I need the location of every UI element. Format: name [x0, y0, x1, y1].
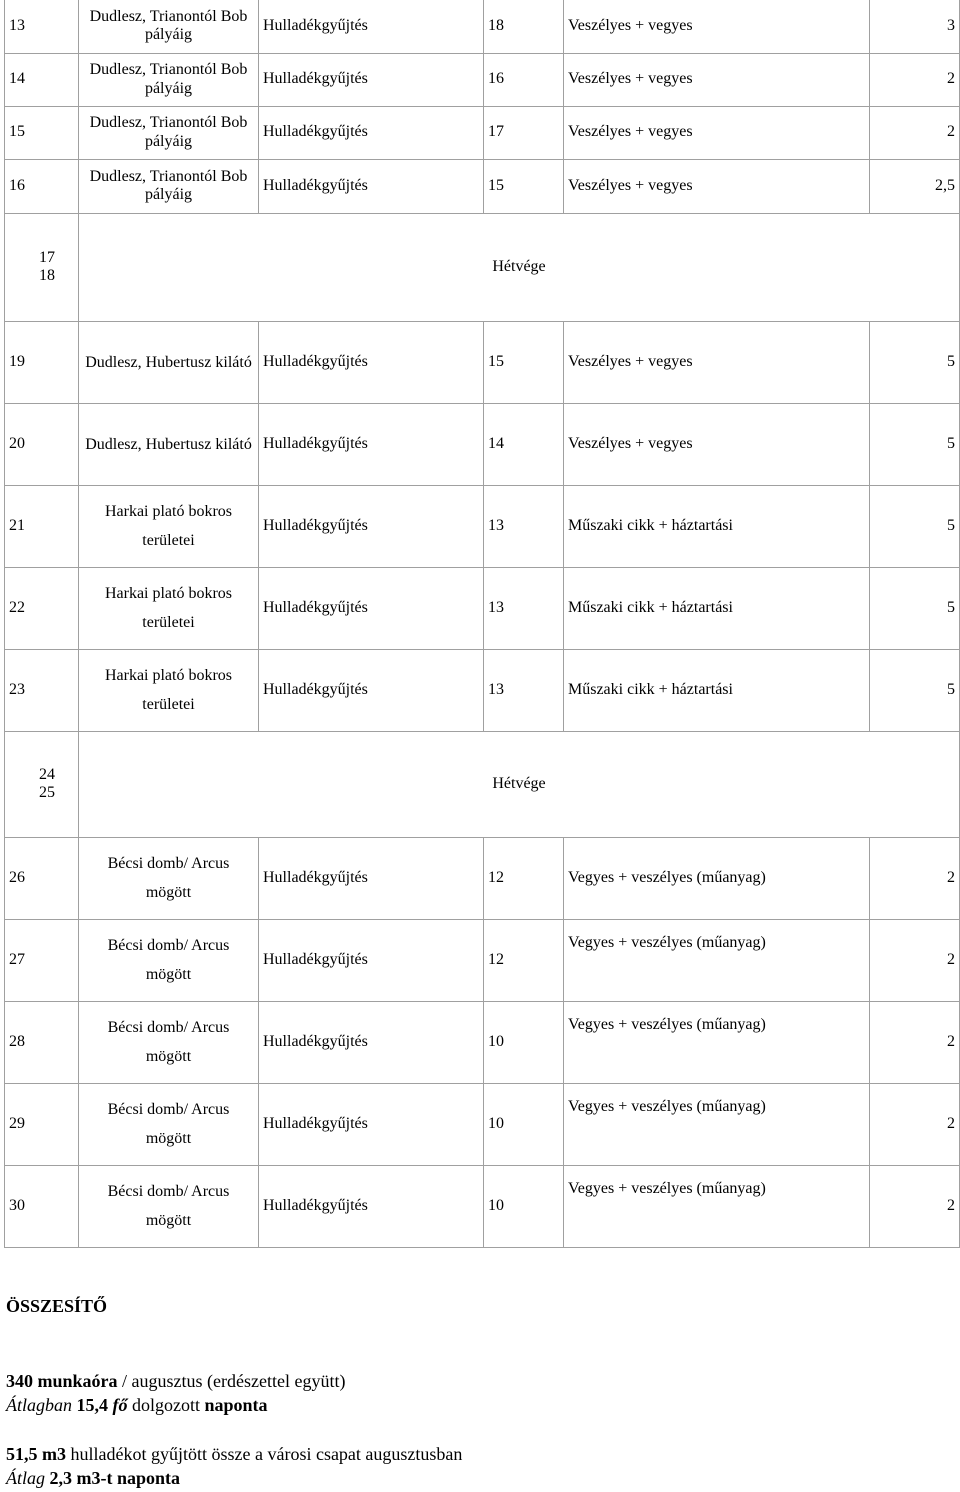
day-cell: 22	[5, 567, 79, 649]
location-cell: Dudlesz, Trianontól Bob pályáig	[79, 106, 259, 159]
table-row	[5, 1165, 960, 1247]
activity-cell: Hulladékgyűjtés	[259, 485, 484, 567]
weekend-label: Hétvége	[79, 213, 960, 321]
table-row	[5, 321, 960, 403]
day-cell: 16	[5, 159, 79, 213]
table-row	[5, 485, 960, 567]
day-cell: 21	[5, 485, 79, 567]
activity-cell: Hulladékgyűjtés	[259, 919, 484, 1001]
people-count-cell: 13	[484, 485, 564, 567]
table-row	[5, 1001, 960, 1083]
work-log-table	[4, 0, 960, 1248]
volume-cell: 2	[870, 53, 960, 106]
location-cell: Bécsi domb/ Arcus mögött	[79, 1001, 259, 1083]
activity-cell: Hulladékgyűjtés	[259, 321, 484, 403]
summary-average-text: dolgozott	[127, 1395, 205, 1415]
activity-cell: Hulladékgyűjtés	[259, 0, 484, 53]
location-cell: Harkai plató bokros területei	[79, 485, 259, 567]
day-cell: 20	[5, 403, 79, 485]
activity-cell: Hulladékgyűjtés	[259, 567, 484, 649]
people-count-cell: 16	[484, 53, 564, 106]
summary-average-label: Átlagban	[6, 1395, 72, 1415]
day-cell: 14	[5, 53, 79, 106]
location-cell: Dudlesz, Trianontól Bob pályáig	[79, 159, 259, 213]
summary-daily-average-line	[6, 1466, 180, 1490]
volume-cell: 2	[870, 106, 960, 159]
volume-cell: 5	[870, 403, 960, 485]
waste-type-cell: Vegyes + veszélyes (műanyag)	[564, 837, 870, 919]
people-count-cell: 13	[484, 567, 564, 649]
table-row	[5, 567, 960, 649]
day-cell: 23	[5, 649, 79, 731]
people-count-cell: 12	[484, 919, 564, 1001]
activity-cell: Hulladékgyűjtés	[259, 1165, 484, 1247]
table-row	[5, 106, 960, 159]
activity-cell: Hulladékgyűjtés	[259, 1083, 484, 1165]
day-cell: 30	[5, 1165, 79, 1247]
volume-cell: 5	[870, 485, 960, 567]
location-cell: Dudlesz, Trianontól Bob pályáig	[79, 0, 259, 53]
volume-cell: 2,5	[870, 159, 960, 213]
activity-cell: Hulladékgyűjtés	[259, 837, 484, 919]
location-cell: Bécsi domb/ Arcus mögött	[79, 919, 259, 1001]
table-row	[5, 53, 960, 106]
volume-cell: 5	[870, 649, 960, 731]
waste-type-cell: Veszélyes + vegyes	[564, 106, 870, 159]
weekend-label: Hétvége	[79, 731, 960, 837]
activity-cell: Hulladékgyűjtés	[259, 649, 484, 731]
activity-cell: Hulladékgyűjtés	[259, 403, 484, 485]
volume-cell: 2	[870, 1165, 960, 1247]
summary-volume-text: hulladékot gyűjtött össze a városi csapat augusztusban	[66, 1444, 463, 1464]
day-cell: 28	[5, 1001, 79, 1083]
table-row	[5, 403, 960, 485]
waste-type-cell: Veszélyes + vegyes	[564, 403, 870, 485]
day-number: 24	[39, 765, 55, 783]
location-cell: Bécsi domb/ Arcus mögött	[79, 1165, 259, 1247]
waste-type-cell: Vegyes + veszélyes (műanyag)	[564, 1001, 870, 1083]
location-cell: Harkai plató bokros területei	[79, 567, 259, 649]
table-row	[5, 919, 960, 1001]
summary-average-people-line	[6, 1393, 268, 1417]
location-cell: Bécsi domb/ Arcus mögött	[79, 837, 259, 919]
location-cell: Dudlesz, Hubertusz kilátó	[79, 321, 259, 403]
summary-daily-label: Átlag	[6, 1468, 45, 1488]
waste-type-cell: Veszélyes + vegyes	[564, 159, 870, 213]
day-number: 25	[39, 784, 55, 801]
waste-type-cell: Veszélyes + vegyes	[564, 321, 870, 403]
waste-type-cell: Vegyes + veszélyes (műanyag)	[564, 1083, 870, 1165]
waste-type-cell: Műszaki cikk + háztartási	[564, 649, 870, 731]
volume-cell: 5	[870, 321, 960, 403]
location-cell: Dudlesz, Hubertusz kilátó	[79, 403, 259, 485]
people-count-cell: 13	[484, 649, 564, 731]
people-count-cell: 15	[484, 321, 564, 403]
people-count-cell: 15	[484, 159, 564, 213]
summary-volume: 51,5 m3	[6, 1444, 66, 1464]
summary-average-value: 15,4	[72, 1395, 113, 1415]
table-row	[5, 837, 960, 919]
activity-cell: Hulladékgyűjtés	[259, 159, 484, 213]
summary-volume-line	[6, 1442, 462, 1466]
table-row	[5, 159, 960, 213]
volume-cell: 2	[870, 919, 960, 1001]
summary-hours-line	[6, 1369, 345, 1393]
day-cell	[5, 213, 79, 321]
people-count-cell: 12	[484, 837, 564, 919]
day-number: 17	[39, 248, 55, 266]
summary-average-tail: naponta	[204, 1395, 268, 1415]
waste-type-cell: Vegyes + veszélyes (műanyag)	[564, 1165, 870, 1247]
table-row	[5, 0, 960, 53]
day-cell: 27	[5, 919, 79, 1001]
people-count-cell: 10	[484, 1165, 564, 1247]
day-number: 18	[39, 267, 55, 284]
activity-cell: Hulladékgyűjtés	[259, 53, 484, 106]
day-cell: 15	[5, 106, 79, 159]
weekend-row	[5, 731, 960, 837]
activity-cell: Hulladékgyűjtés	[259, 1001, 484, 1083]
people-count-cell: 14	[484, 403, 564, 485]
people-count-cell: 18	[484, 0, 564, 53]
waste-type-cell: Veszélyes + vegyes	[564, 53, 870, 106]
location-cell: Harkai plató bokros területei	[79, 649, 259, 731]
day-cell: 13	[5, 0, 79, 53]
summary-hours-text: / augusztus (erdészettel együtt)	[117, 1371, 346, 1391]
volume-cell: 5	[870, 567, 960, 649]
waste-type-cell: Műszaki cikk + háztartási	[564, 567, 870, 649]
summary-title: ÖSSZESÍTŐ	[6, 1296, 108, 1316]
people-count-cell: 10	[484, 1001, 564, 1083]
activity-cell: Hulladékgyűjtés	[259, 106, 484, 159]
table-row	[5, 1083, 960, 1165]
weekend-row	[5, 213, 960, 321]
waste-type-cell: Veszélyes + vegyes	[564, 0, 870, 53]
day-cell: 19	[5, 321, 79, 403]
people-count-cell: 10	[484, 1083, 564, 1165]
day-cell: 29	[5, 1083, 79, 1165]
volume-cell: 3	[870, 0, 960, 53]
location-cell: Bécsi domb/ Arcus mögött	[79, 1083, 259, 1165]
waste-type-cell: Vegyes + veszélyes (műanyag)	[564, 919, 870, 1001]
summary-average-unit: fő	[112, 1395, 128, 1415]
summary-daily-value: 2,3 m3-t naponta	[45, 1468, 181, 1488]
volume-cell: 2	[870, 1001, 960, 1083]
day-cell	[5, 731, 79, 837]
people-count-cell: 17	[484, 106, 564, 159]
waste-type-cell: Műszaki cikk + háztartási	[564, 485, 870, 567]
summary-hours: 340 munkaóra	[6, 1371, 118, 1391]
table-row	[5, 649, 960, 731]
volume-cell: 2	[870, 1083, 960, 1165]
volume-cell: 2	[870, 837, 960, 919]
location-cell: Dudlesz, Trianontól Bob pályáig	[79, 53, 259, 106]
day-cell: 26	[5, 837, 79, 919]
